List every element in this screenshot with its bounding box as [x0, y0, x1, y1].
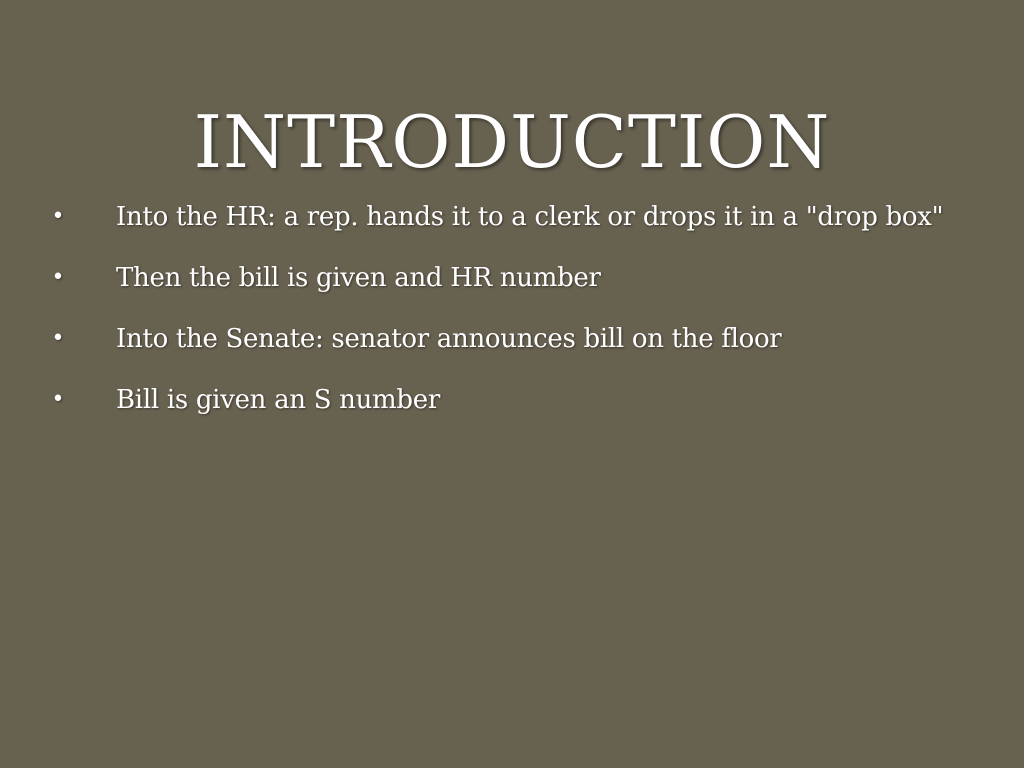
slide-title: INTRODUCTION: [193, 100, 831, 185]
bullet-text: Then the bill is given and HR number: [116, 263, 601, 293]
bullet-icon: •: [51, 265, 65, 290]
bullet-text: Into the HR: a rep. hands it to a clerk or drops it in a "drop box": [116, 202, 944, 232]
bullet-icon: •: [51, 204, 65, 229]
bullet-icon: •: [51, 326, 65, 351]
bullet-item: [0, 198, 1024, 259]
bullet-item: [0, 381, 1024, 442]
bullet-item: [0, 259, 1024, 320]
bullet-icon: •: [51, 387, 65, 412]
bullet-item: [0, 320, 1024, 381]
bullet-list: [0, 198, 1024, 442]
bullet-text: Into the Senate: senator announces bill on the floor: [116, 324, 782, 354]
bullet-text: Bill is given an S number: [116, 385, 440, 415]
